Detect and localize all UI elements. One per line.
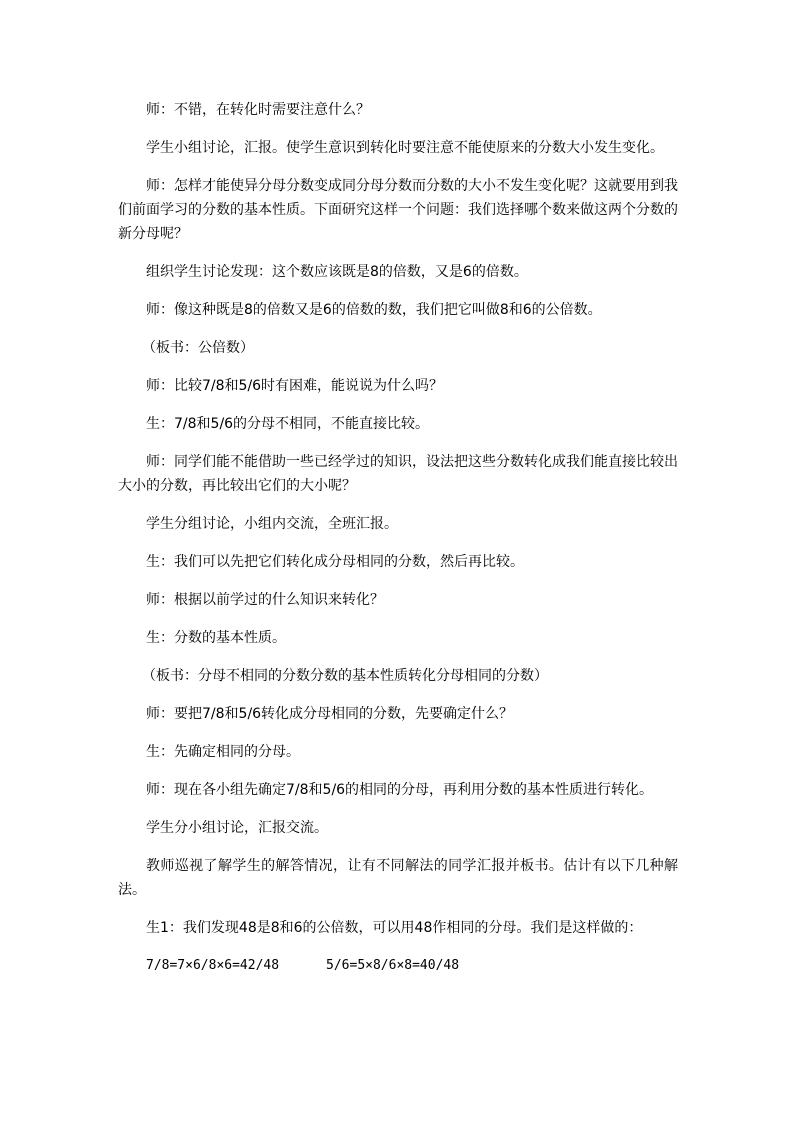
paragraph: 生：先确定相同的分母。 — [146, 744, 300, 760]
paragraph: 教师巡视了解学生的解答情况，让有不同解法的同学汇报并板书。估计有以下几种解法。 — [118, 858, 678, 898]
paragraph: 组织学生讨论发现：这个数应该既是8的倍数，又是6的倍数。 — [146, 264, 528, 280]
paragraph: 师：怎样才能使异分母分数变成同分母分数而分数的大小不发生变化呢？这就要用到我们前面学习的分数的基本性质。下面研究这样一个问题：我们选择哪个数来做这两个分数的新分母呢？ — [118, 178, 678, 242]
paragraph: 师：不错，在转化时需要注意什么？ — [146, 102, 370, 118]
paragraph: 生：分数的基本性质。 — [146, 630, 286, 646]
board-note: （板书：公倍数） — [142, 340, 254, 356]
paragraph: 师：同学们能不能借助一些已经学过的知识，设法把这些分数转化成我们能直接比较出大小的分数，再比较出它们的大小呢？ — [118, 454, 678, 494]
paragraph: 学生分组讨论，小组内交流，全班汇报。 — [146, 516, 398, 532]
formula-line: 7/8=7×6/8×6=42/48 5/6=5×8/6×8=40/48 — [146, 958, 460, 973]
paragraph: 师：比较7/8和5/6时有困难，能说说为什么吗？ — [146, 378, 444, 394]
paragraph: 生：7/8和5/6的分母不相同，不能直接比较。 — [146, 416, 430, 432]
board-note: （板书：分母不相同的分数分数的基本性质转化分母相同的分数） — [142, 668, 548, 684]
paragraph: 师：像这种既是8的倍数又是6的倍数的数，我们把它叫做8和6的公倍数。 — [146, 302, 602, 318]
paragraph: 学生小组讨论，汇报。使学生意识到转化时要注意不能使原来的分数大小发生变化。 — [146, 140, 664, 156]
paragraph: 生1：我们发现48是8和6的公倍数，可以用48作相同的分母。我们是这样做的： — [146, 920, 643, 936]
paragraph: 学生分小组讨论，汇报交流。 — [146, 820, 328, 836]
document-body — [118, 98, 678, 992]
paragraph: 师：根据以前学过的什么知识来转化？ — [146, 592, 384, 608]
paragraph: 生：我们可以先把它们转化成分母相同的分数，然后再比较。 — [146, 554, 524, 570]
paragraph: 师：要把7/8和5/6转化成分母相同的分数，先要确定什么？ — [146, 706, 514, 722]
paragraph: 师：现在各小组先确定7/8和5/6的相同的分母，再利用分数的基本性质进行转化。 — [146, 782, 654, 798]
